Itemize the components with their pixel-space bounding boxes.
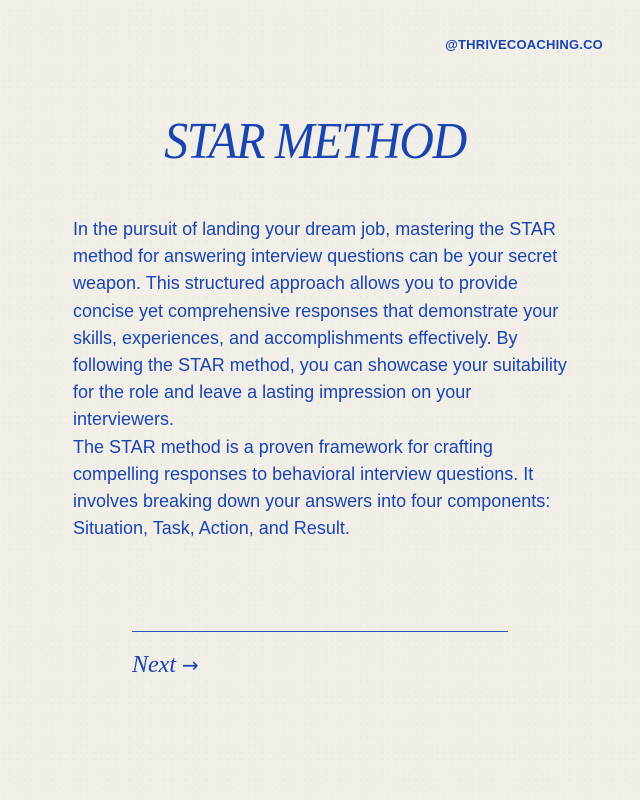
next-button[interactable]: [132, 649, 199, 681]
brand-handle: @THRIVECOACHING.CO: [445, 37, 603, 52]
next-label: Next: [132, 652, 176, 678]
page-title: STAR METHOD: [164, 113, 466, 170]
arrow-right-icon: →: [181, 653, 199, 677]
paragraph-definition: The STAR method is a proven framework for crafting compelling responses to behavioral interview questions. It involves breaking down your answers into four components: Situation, Task, Action, and Result.: [73, 436, 551, 539]
divider: [132, 631, 508, 632]
paragraph-intro: In the pursuit of landing your dream job, mastering the STAR method for answering interview questions can be your secret weapon. This structured approach allows you to provide concise yet comprehensive responses that demonstrate your skills, experiences, and accomplishments effectively. By following the STAR method, you can showcase your suitability for the role and leave a lasting impression on your interviewers.: [73, 219, 567, 430]
body-text: [73, 216, 573, 542]
